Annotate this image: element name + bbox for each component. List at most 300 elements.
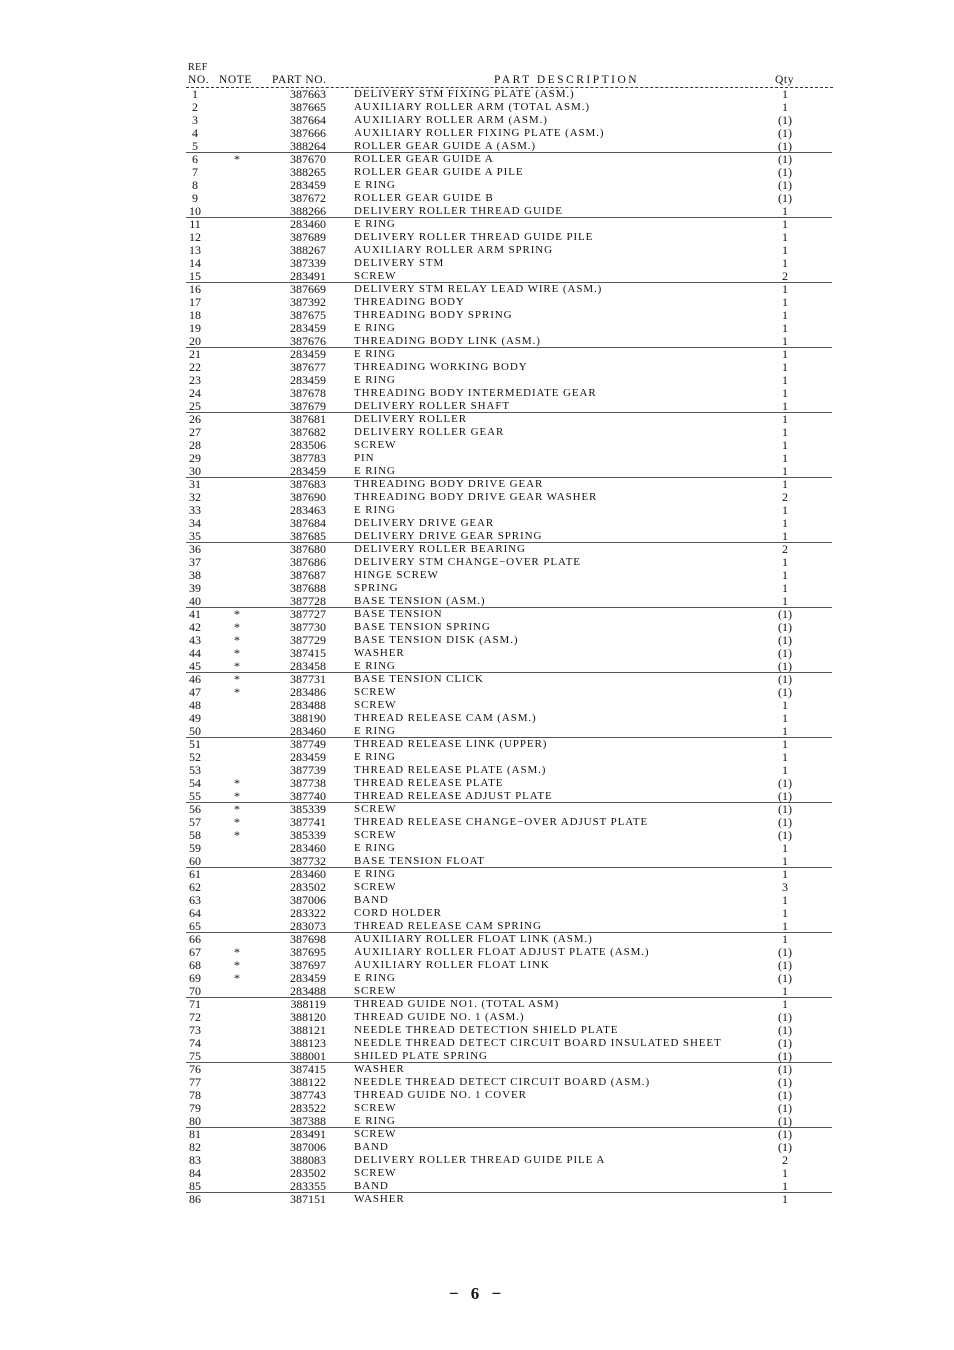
part-number: 387739 bbox=[290, 763, 326, 777]
part-description: THREAD RELEASE ADJUST PLATE bbox=[354, 790, 553, 802]
table-row bbox=[0, 803, 954, 816]
table-row bbox=[0, 1089, 954, 1102]
ref-number: 50 bbox=[189, 724, 201, 738]
part-description: THREADING BODY LINK (ASM.) bbox=[354, 335, 541, 347]
ref-number: 26 bbox=[189, 412, 201, 426]
ref-number: 86 bbox=[189, 1192, 201, 1206]
note-mark: * bbox=[234, 971, 240, 985]
ref-number: 23 bbox=[189, 373, 201, 387]
part-number: 283459 bbox=[290, 464, 326, 478]
quantity: (1) bbox=[778, 1088, 792, 1102]
part-number: 387740 bbox=[290, 789, 326, 803]
ref-number: 8 bbox=[192, 178, 198, 192]
part-number: 283459 bbox=[290, 321, 326, 335]
part-description: NEEDLE THREAD DETECTION SHIELD PLATE bbox=[354, 1024, 619, 1036]
quantity: (1) bbox=[778, 1049, 792, 1063]
quantity: 1 bbox=[782, 243, 788, 257]
quantity: 1 bbox=[782, 997, 788, 1011]
part-number: 388120 bbox=[290, 1010, 326, 1024]
quantity: (1) bbox=[778, 620, 792, 634]
note-mark: * bbox=[234, 672, 240, 686]
note-mark: * bbox=[234, 659, 240, 673]
part-description: BAND bbox=[354, 1141, 389, 1153]
quantity: 1 bbox=[782, 503, 788, 517]
quantity: 1 bbox=[782, 217, 788, 231]
part-description: THREAD GUIDE NO. 1 COVER bbox=[354, 1089, 527, 1101]
table-row bbox=[0, 348, 954, 361]
quantity: 1 bbox=[782, 451, 788, 465]
part-number: 283459 bbox=[290, 178, 326, 192]
part-number: 387686 bbox=[290, 555, 326, 569]
part-number: 283458 bbox=[290, 659, 326, 673]
part-number: 387679 bbox=[290, 399, 326, 413]
ref-number: 38 bbox=[189, 568, 201, 582]
part-number: 387677 bbox=[290, 360, 326, 374]
part-number: 283460 bbox=[290, 724, 326, 738]
quantity: (1) bbox=[778, 828, 792, 842]
ref-number: 10 bbox=[189, 204, 201, 218]
ref-number: 47 bbox=[189, 685, 201, 699]
part-description: ROLLER GEAR GUIDE B bbox=[354, 192, 494, 204]
quantity: 1 bbox=[782, 698, 788, 712]
column-header-no: NO. bbox=[188, 74, 210, 86]
ref-number: 55 bbox=[189, 789, 201, 803]
quantity: (1) bbox=[778, 1075, 792, 1089]
part-description: DELIVERY ROLLER THREAD GUIDE PILE bbox=[354, 231, 594, 243]
quantity: 2 bbox=[782, 1153, 788, 1167]
ref-number: 70 bbox=[189, 984, 201, 998]
quantity: 1 bbox=[782, 906, 788, 920]
table-row bbox=[0, 322, 954, 335]
ref-number: 15 bbox=[189, 269, 201, 283]
table-row bbox=[0, 556, 954, 569]
ref-number: 65 bbox=[189, 919, 201, 933]
table-row bbox=[0, 1102, 954, 1115]
part-number: 388001 bbox=[290, 1049, 326, 1063]
quantity: (1) bbox=[778, 646, 792, 660]
note-mark: * bbox=[234, 646, 240, 660]
part-number: 387675 bbox=[290, 308, 326, 322]
ref-number: 75 bbox=[189, 1049, 201, 1063]
part-number: 387690 bbox=[290, 490, 326, 504]
part-description: DELIVERY ROLLER BEARING bbox=[354, 543, 526, 555]
part-description: SCREW bbox=[354, 699, 397, 711]
part-description: THREADING BODY INTERMEDIATE GEAR bbox=[354, 387, 597, 399]
quantity: 1 bbox=[782, 425, 788, 439]
part-number: 387727 bbox=[290, 607, 326, 621]
part-description: THREADING BODY bbox=[354, 296, 465, 308]
page-number: − 6 − bbox=[448, 1284, 506, 1303]
part-description: AUXILIARY ROLLER FLOAT LINK bbox=[354, 959, 550, 971]
table-row bbox=[0, 673, 954, 686]
ref-number: 4 bbox=[192, 126, 198, 140]
table-row bbox=[0, 998, 954, 1011]
quantity: 1 bbox=[782, 893, 788, 907]
quantity: 1 bbox=[782, 438, 788, 452]
part-description: DELIVERY ROLLER THREAD GUIDE bbox=[354, 205, 563, 217]
quantity: (1) bbox=[778, 191, 792, 205]
ref-number: 56 bbox=[189, 802, 201, 816]
quantity: 1 bbox=[782, 841, 788, 855]
table-row bbox=[0, 712, 954, 725]
part-number: 387006 bbox=[290, 893, 326, 907]
part-description: AUXILIARY ROLLER FLOAT ADJUST PLATE (ASM.) bbox=[354, 946, 650, 958]
quantity: 1 bbox=[782, 373, 788, 387]
table-row bbox=[0, 868, 954, 881]
quantity: 2 bbox=[782, 490, 788, 504]
part-number: 388266 bbox=[290, 204, 326, 218]
column-header-description: PART DESCRIPTION bbox=[494, 74, 640, 86]
quantity: 2 bbox=[782, 542, 788, 556]
table-row bbox=[0, 634, 954, 647]
note-mark: * bbox=[234, 789, 240, 803]
part-number: 283073 bbox=[290, 919, 326, 933]
table-row bbox=[0, 257, 954, 270]
quantity: (1) bbox=[778, 776, 792, 790]
part-number: 388264 bbox=[290, 139, 326, 153]
table-row bbox=[0, 946, 954, 959]
part-description: ROLLER GEAR GUIDE A (ASM.) bbox=[354, 140, 536, 152]
part-number: 387743 bbox=[290, 1088, 326, 1102]
part-number: 387749 bbox=[290, 737, 326, 751]
part-number: 283506 bbox=[290, 438, 326, 452]
part-number: 283491 bbox=[290, 1127, 326, 1141]
part-number: 283459 bbox=[290, 971, 326, 985]
quantity: 1 bbox=[782, 568, 788, 582]
ref-number: 69 bbox=[189, 971, 201, 985]
part-description: THREAD RELEASE CAM (ASM.) bbox=[354, 712, 537, 724]
quantity: 1 bbox=[782, 100, 788, 114]
part-number: 283522 bbox=[290, 1101, 326, 1115]
part-description: THREAD GUIDE NO1. (TOTAL ASM) bbox=[354, 998, 560, 1010]
quantity: 2 bbox=[782, 269, 788, 283]
quantity: (1) bbox=[778, 685, 792, 699]
part-number: 387666 bbox=[290, 126, 326, 140]
part-description: SCREW bbox=[354, 1167, 397, 1179]
part-description: ROLLER GEAR GUIDE A PILE bbox=[354, 166, 524, 178]
table-row bbox=[0, 907, 954, 920]
note-mark: * bbox=[234, 607, 240, 621]
quantity: (1) bbox=[778, 1114, 792, 1128]
quantity: (1) bbox=[778, 1101, 792, 1115]
table-row bbox=[0, 1024, 954, 1037]
part-description: THREADING BODY DRIVE GEAR bbox=[354, 478, 544, 490]
quantity: (1) bbox=[778, 971, 792, 985]
part-description: AUXILIARY ROLLER ARM SPRING bbox=[354, 244, 553, 256]
part-description: BAND bbox=[354, 894, 389, 906]
quantity: 1 bbox=[782, 464, 788, 478]
ref-number: 66 bbox=[189, 932, 201, 946]
part-number: 388267 bbox=[290, 243, 326, 257]
part-description: E RING bbox=[354, 465, 396, 477]
ref-number: 57 bbox=[189, 815, 201, 829]
quantity: 1 bbox=[782, 854, 788, 868]
table-row bbox=[0, 504, 954, 517]
part-number: 387689 bbox=[290, 230, 326, 244]
part-description: WASHER bbox=[354, 647, 405, 659]
table-row bbox=[0, 621, 954, 634]
part-description: THREAD RELEASE CHANGE−OVER ADJUST PLATE bbox=[354, 816, 649, 828]
note-mark: * bbox=[234, 776, 240, 790]
quantity: 1 bbox=[782, 1166, 788, 1180]
part-description: SCREW bbox=[354, 985, 397, 997]
table-row bbox=[0, 153, 954, 166]
part-description: BASE TENSION FLOAT bbox=[354, 855, 485, 867]
table-row bbox=[0, 88, 954, 101]
part-description: SHILED PLATE SPRING bbox=[354, 1050, 488, 1062]
quantity: 1 bbox=[782, 321, 788, 335]
ref-number: 54 bbox=[189, 776, 201, 790]
part-number: 283459 bbox=[290, 373, 326, 387]
quantity: (1) bbox=[778, 633, 792, 647]
table-row bbox=[0, 1037, 954, 1050]
quantity: (1) bbox=[778, 139, 792, 153]
part-number: 388190 bbox=[290, 711, 326, 725]
part-number: 387695 bbox=[290, 945, 326, 959]
table-row bbox=[0, 543, 954, 556]
table-row bbox=[0, 114, 954, 127]
part-description: AUXILIARY ROLLER FIXING PLATE (ASM.) bbox=[354, 127, 605, 139]
quantity: 1 bbox=[782, 412, 788, 426]
part-description: E RING bbox=[354, 751, 396, 763]
ref-number: 67 bbox=[189, 945, 201, 959]
ref-number: 74 bbox=[189, 1036, 201, 1050]
part-description: SCREW bbox=[354, 803, 397, 815]
part-number: 388119 bbox=[290, 997, 326, 1011]
part-number: 387388 bbox=[290, 1114, 326, 1128]
quantity: (1) bbox=[778, 178, 792, 192]
table-row bbox=[0, 413, 954, 426]
part-description: BASE TENSION CLICK bbox=[354, 673, 484, 685]
part-description: DELIVERY STM RELAY LEAD WIRE (ASM.) bbox=[354, 283, 603, 295]
quantity: 1 bbox=[782, 763, 788, 777]
note-mark: * bbox=[234, 633, 240, 647]
part-description: WASHER bbox=[354, 1063, 405, 1075]
part-number: 387783 bbox=[290, 451, 326, 465]
part-description: E RING bbox=[354, 374, 396, 386]
ref-number: 49 bbox=[189, 711, 201, 725]
part-number: 387676 bbox=[290, 334, 326, 348]
part-number: 388265 bbox=[290, 165, 326, 179]
table-row bbox=[0, 517, 954, 530]
quantity: 1 bbox=[782, 477, 788, 491]
ref-number: 18 bbox=[189, 308, 201, 322]
part-number: 387729 bbox=[290, 633, 326, 647]
part-description: SCREW bbox=[354, 686, 397, 698]
part-number: 385339 bbox=[290, 828, 326, 842]
quantity: 1 bbox=[782, 295, 788, 309]
part-description: THREAD RELEASE PLATE bbox=[354, 777, 504, 789]
part-number: 283502 bbox=[290, 1166, 326, 1180]
part-number: 387670 bbox=[290, 152, 326, 166]
table-row bbox=[0, 569, 954, 582]
quantity: (1) bbox=[778, 815, 792, 829]
part-number: 283460 bbox=[290, 841, 326, 855]
note-mark: * bbox=[234, 620, 240, 634]
ref-number: 16 bbox=[189, 282, 201, 296]
part-description: SCREW bbox=[354, 881, 397, 893]
part-description: BASE TENSION DISK (ASM.) bbox=[354, 634, 519, 646]
quantity: 1 bbox=[782, 1179, 788, 1193]
ref-number: 52 bbox=[189, 750, 201, 764]
part-description: DELIVERY ROLLER bbox=[354, 413, 467, 425]
table-row bbox=[0, 218, 954, 231]
part-description: E RING bbox=[354, 725, 396, 737]
part-number: 387731 bbox=[290, 672, 326, 686]
ref-number: 25 bbox=[189, 399, 201, 413]
part-description: E RING bbox=[354, 504, 396, 516]
quantity: (1) bbox=[778, 945, 792, 959]
part-description: SCREW bbox=[354, 829, 397, 841]
ref-number: 62 bbox=[189, 880, 201, 894]
table-row bbox=[0, 387, 954, 400]
quantity: 1 bbox=[782, 750, 788, 764]
ref-number: 6 bbox=[192, 152, 198, 166]
quantity: 1 bbox=[782, 204, 788, 218]
ref-number: 59 bbox=[189, 841, 201, 855]
part-number: 387006 bbox=[290, 1140, 326, 1154]
quantity: 1 bbox=[782, 282, 788, 296]
quantity: (1) bbox=[778, 607, 792, 621]
table-row bbox=[0, 738, 954, 751]
part-number: 387415 bbox=[290, 646, 326, 660]
part-number: 387669 bbox=[290, 282, 326, 296]
part-description: BASE TENSION SPRING bbox=[354, 621, 491, 633]
quantity: (1) bbox=[778, 1023, 792, 1037]
table-row bbox=[0, 582, 954, 595]
part-number: 387687 bbox=[290, 568, 326, 582]
part-number: 387392 bbox=[290, 295, 326, 309]
part-description: AUXILIARY ROLLER ARM (TOTAL ASM.) bbox=[354, 101, 590, 113]
table-row bbox=[0, 881, 954, 894]
quantity: (1) bbox=[778, 1140, 792, 1154]
ref-number: 44 bbox=[189, 646, 201, 660]
part-description: THREADING BODY SPRING bbox=[354, 309, 513, 321]
part-number: 387698 bbox=[290, 932, 326, 946]
table-row bbox=[0, 686, 954, 699]
table-row bbox=[0, 101, 954, 114]
part-description: DELIVERY DRIVE GEAR SPRING bbox=[354, 530, 543, 542]
quantity: (1) bbox=[778, 1127, 792, 1141]
ref-number: 9 bbox=[192, 191, 198, 205]
ref-number: 3 bbox=[192, 113, 198, 127]
table-row bbox=[0, 1141, 954, 1154]
quantity: (1) bbox=[778, 802, 792, 816]
part-number: 388123 bbox=[290, 1036, 326, 1050]
quantity: (1) bbox=[778, 659, 792, 673]
part-description: SCREW bbox=[354, 1102, 397, 1114]
part-description: THREAD RELEASE LINK (UPPER) bbox=[354, 738, 548, 750]
table-row bbox=[0, 1154, 954, 1167]
quantity: 1 bbox=[782, 308, 788, 322]
part-number: 283463 bbox=[290, 503, 326, 517]
quantity: (1) bbox=[778, 152, 792, 166]
part-number: 387732 bbox=[290, 854, 326, 868]
part-description: SCREW bbox=[354, 270, 397, 282]
quantity: (1) bbox=[778, 1036, 792, 1050]
ref-number: 13 bbox=[189, 243, 201, 257]
ref-number: 34 bbox=[189, 516, 201, 530]
table-row bbox=[0, 166, 954, 179]
column-header-part-no: PART NO. bbox=[272, 74, 327, 86]
part-number: 387665 bbox=[290, 100, 326, 114]
note-mark: * bbox=[234, 828, 240, 842]
quantity: 1 bbox=[782, 399, 788, 413]
part-number: 283488 bbox=[290, 984, 326, 998]
ref-number: 1 bbox=[192, 87, 198, 101]
part-number: 387685 bbox=[290, 529, 326, 543]
quantity: 1 bbox=[782, 1192, 788, 1206]
ref-number: 17 bbox=[189, 295, 201, 309]
part-description: AUXILIARY ROLLER FLOAT LINK (ASM.) bbox=[354, 933, 593, 945]
table-row bbox=[0, 1011, 954, 1024]
table-row bbox=[0, 374, 954, 387]
ref-number: 68 bbox=[189, 958, 201, 972]
part-description: THREAD RELEASE CAM SPRING bbox=[354, 920, 542, 932]
note-mark: * bbox=[234, 958, 240, 972]
part-description: THREADING WORKING BODY bbox=[354, 361, 528, 373]
ref-number: 41 bbox=[189, 607, 201, 621]
table-row bbox=[0, 426, 954, 439]
part-description: BAND bbox=[354, 1180, 389, 1192]
ref-number: 19 bbox=[189, 321, 201, 335]
part-description: THREADING BODY DRIVE GEAR WASHER bbox=[354, 491, 598, 503]
ref-number: 27 bbox=[189, 425, 201, 439]
part-description: DELIVERY ROLLER SHAFT bbox=[354, 400, 510, 412]
part-number: 387663 bbox=[290, 87, 326, 101]
table-row bbox=[0, 972, 954, 985]
ref-number: 45 bbox=[189, 659, 201, 673]
part-number: 283491 bbox=[290, 269, 326, 283]
part-number: 283459 bbox=[290, 750, 326, 764]
ref-number: 28 bbox=[189, 438, 201, 452]
part-number: 387728 bbox=[290, 594, 326, 608]
ref-number: 51 bbox=[189, 737, 201, 751]
ref-number: 83 bbox=[189, 1153, 201, 1167]
part-description: E RING bbox=[354, 179, 396, 191]
table-row bbox=[0, 179, 954, 192]
quantity: 1 bbox=[782, 347, 788, 361]
part-description: ROLLER GEAR GUIDE A bbox=[354, 153, 494, 165]
ref-number: 35 bbox=[189, 529, 201, 543]
quantity: (1) bbox=[778, 165, 792, 179]
table-row bbox=[0, 647, 954, 660]
part-description: E RING bbox=[354, 1115, 396, 1127]
part-description: WASHER bbox=[354, 1193, 405, 1205]
ref-number: 53 bbox=[189, 763, 201, 777]
part-number: 283488 bbox=[290, 698, 326, 712]
part-description: E RING bbox=[354, 660, 396, 672]
part-description: SCREW bbox=[354, 439, 397, 451]
quantity: 1 bbox=[782, 932, 788, 946]
part-description: THREAD RELEASE PLATE (ASM.) bbox=[354, 764, 547, 776]
table-row bbox=[0, 1128, 954, 1141]
ref-number: 46 bbox=[189, 672, 201, 686]
part-number: 387664 bbox=[290, 113, 326, 127]
part-description: E RING bbox=[354, 868, 396, 880]
quantity: 1 bbox=[782, 87, 788, 101]
quantity: (1) bbox=[778, 789, 792, 803]
ref-number: 82 bbox=[189, 1140, 201, 1154]
part-number: 387688 bbox=[290, 581, 326, 595]
ref-number: 72 bbox=[189, 1010, 201, 1024]
ref-number: 43 bbox=[189, 633, 201, 647]
ref-number: 40 bbox=[189, 594, 201, 608]
ref-number: 85 bbox=[189, 1179, 201, 1193]
part-description: AUXILIARY ROLLER ARM (ASM.) bbox=[354, 114, 548, 126]
quantity: (1) bbox=[778, 1062, 792, 1076]
part-description: NEEDLE THREAD DETECT CIRCUIT BOARD INSULATED SHEET bbox=[354, 1037, 722, 1049]
